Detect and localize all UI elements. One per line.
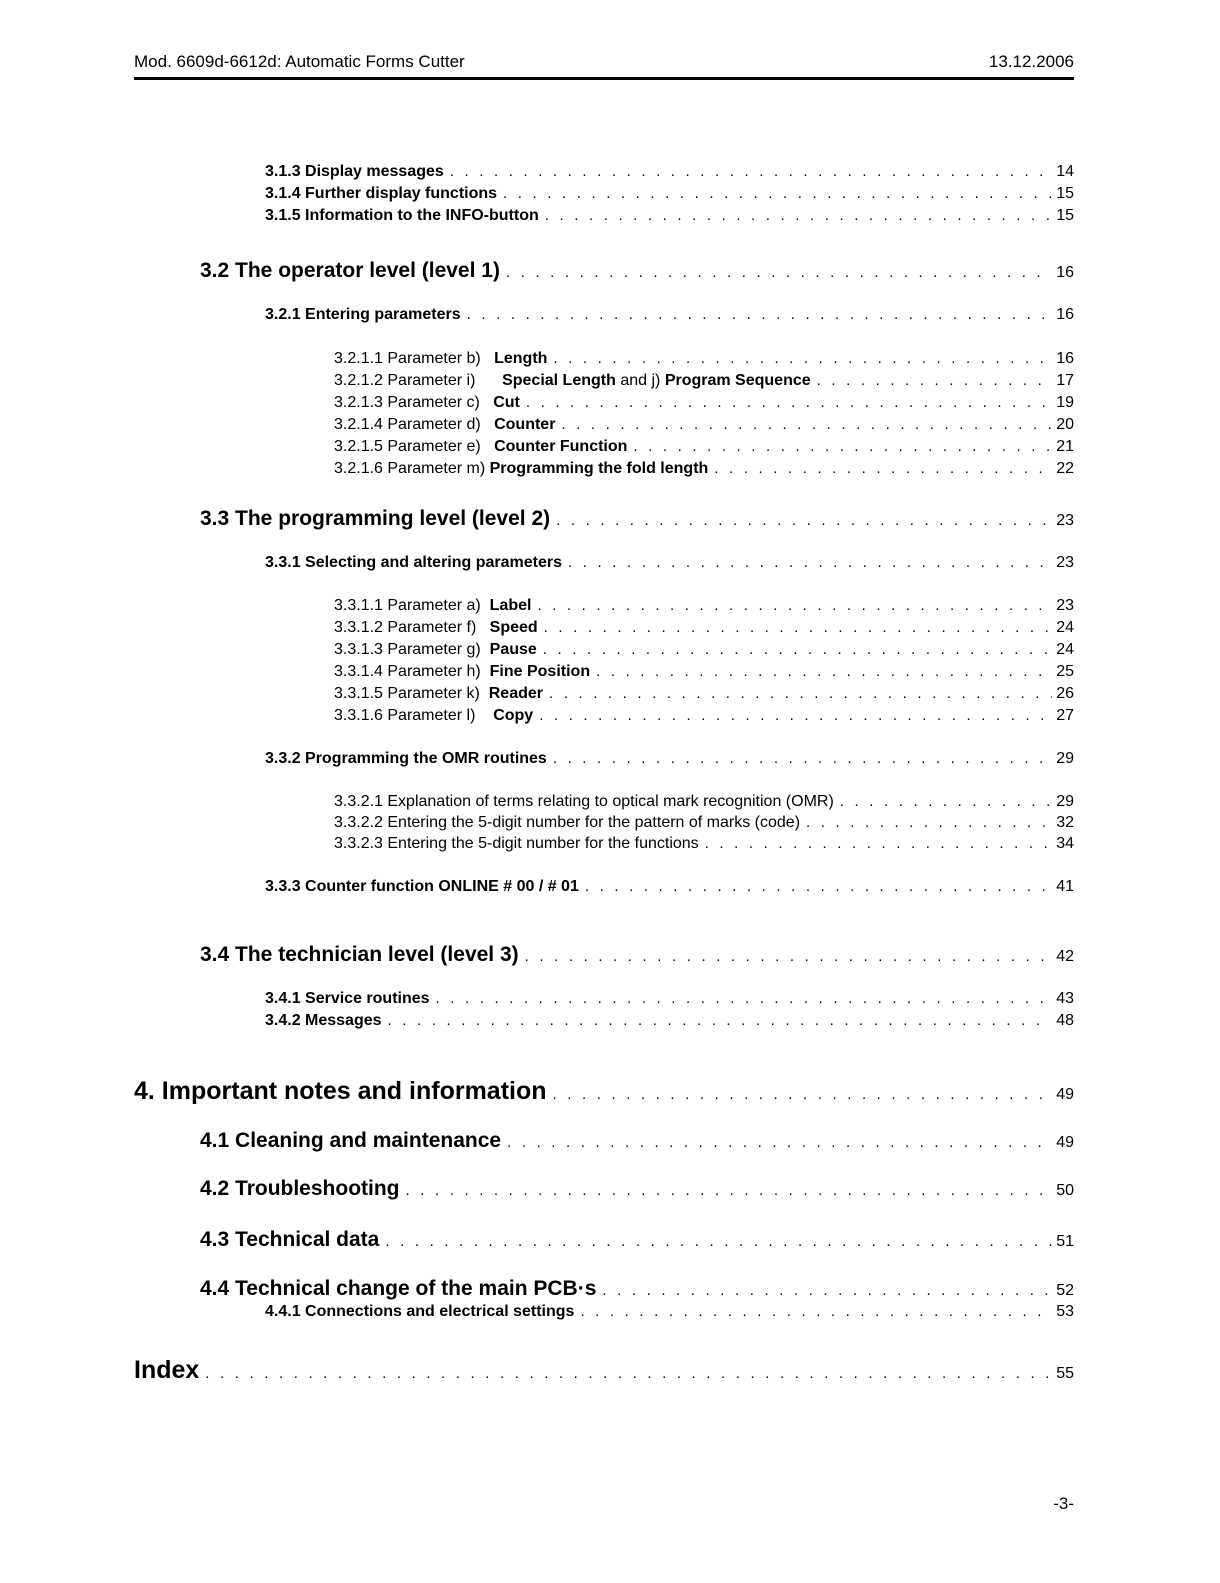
toc-entry[interactable]: 3.3.1.2 Parameter f) Speed . . . 24 <box>334 619 1074 637</box>
toc-entry[interactable]: 3.1.4 Further display functions . . . 15 <box>265 185 1074 203</box>
toc-entry[interactable]: 3.3.2.3 Entering the 5-digit number for the functions . . . 34 <box>334 835 1074 853</box>
page-number: -3- <box>1053 1494 1074 1513</box>
header-title: Mod. 6609d-6612d: Automatic Forms Cutter <box>134 52 465 71</box>
toc-entry[interactable]: 3.2 The operator level (level 1) . . . 16 <box>200 259 1074 283</box>
toc-entry[interactable]: 4.3 Technical data . . . 51 <box>200 1228 1074 1252</box>
toc-entry[interactable]: 3.3.1.5 Parameter k) Reader . . . 26 <box>334 685 1074 703</box>
toc-entry[interactable]: 3.3.1.3 Parameter g) Pause . . . 24 <box>334 641 1074 659</box>
toc-entry[interactable]: 3.2.1.4 Parameter d) Counter . . . 20 <box>334 416 1074 434</box>
toc-entry[interactable]: 3.3.2.1 Explanation of terms relating to optical mark recognition (OMR) . . . 29 <box>334 793 1074 811</box>
toc-entry[interactable]: 3.3.1.6 Parameter l) Copy . . . 27 <box>334 707 1074 725</box>
toc-entry[interactable]: 3.3.1.4 Parameter h) Fine Position . . . 25 <box>334 663 1074 681</box>
toc-entry[interactable]: 3.2.1.5 Parameter e) Counter Function . . . 21 <box>334 438 1074 456</box>
header-date: 13.12.2006 <box>988 52 1074 71</box>
toc-entry[interactable]: 4.2 Troubleshooting . . . 50 <box>200 1177 1074 1201</box>
toc-entry[interactable]: 3.3.2 Programming the OMR routines . . . 29 <box>265 750 1074 768</box>
toc-entry[interactable]: 3.2.1.3 Parameter c) Cut . . . 19 <box>334 394 1074 412</box>
toc-entry[interactable]: 3.3.2.2 Entering the 5-digit number for the pattern of marks (code) . . . 32 <box>334 814 1074 832</box>
page-header <box>134 52 1074 80</box>
toc-entry[interactable]: 3.1.5 Information to the INFO-button . . . 15 <box>265 207 1074 225</box>
toc-entry[interactable]: 3.2.1.1 Parameter b) Length . . . 16 <box>334 350 1074 368</box>
toc-entry[interactable]: 4. Important notes and information . . . 49 <box>134 1077 1074 1106</box>
toc-entry[interactable]: 3.3.1.1 Parameter a) Label . . . 23 <box>334 597 1074 615</box>
toc-entry[interactable]: 3.4.2 Messages . . . 48 <box>265 1012 1074 1030</box>
toc-entry[interactable]: 3.2.1.2 Parameter i) Special Length and j) Program Sequence . . . 17 <box>334 372 1074 390</box>
toc-entry[interactable]: 3.3.3 Counter function ONLINE # 00 / # 01 . . . 41 <box>265 878 1074 896</box>
toc-entry[interactable]: 3.2.1 Entering parameters . . . 16 <box>265 306 1074 324</box>
toc-entry[interactable]: 3.1.3 Display messages . . . 14 <box>265 163 1074 181</box>
toc-entry[interactable]: 4.4 Technical change of the main PCB·s . . . 52 <box>200 1277 1074 1301</box>
toc-entry[interactable]: 3.4.1 Service routines . . . 43 <box>265 990 1074 1008</box>
toc-entry[interactable]: 3.3.1 Selecting and altering parameters . . . 23 <box>265 554 1074 572</box>
toc-entry[interactable]: 4.4.1 Connections and electrical settings . . . 53 <box>265 1303 1074 1321</box>
toc-entry[interactable]: 3.2.1.6 Parameter m) Programming the fold length . . . 22 <box>334 460 1074 478</box>
toc-entry[interactable]: 3.3 The programming level (level 2) . . . 23 <box>200 507 1074 531</box>
toc-entry[interactable]: Index . . . 55 <box>134 1356 1074 1385</box>
toc-entry[interactable]: 4.1 Cleaning and maintenance . . . 49 <box>200 1129 1074 1153</box>
toc-entry[interactable]: 3.4 The technician level (level 3) . . . 42 <box>200 943 1074 967</box>
